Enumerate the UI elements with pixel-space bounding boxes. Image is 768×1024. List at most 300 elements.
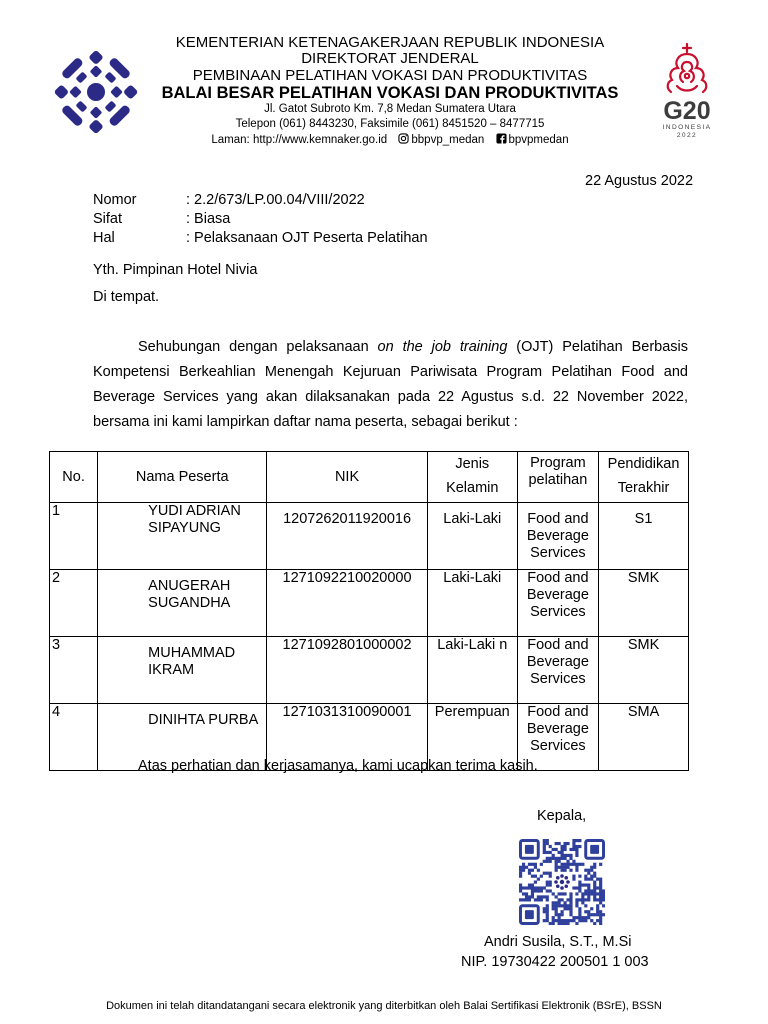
qr-module [566,863,569,866]
qr-module [575,916,578,919]
qr-module [575,851,578,854]
qr-module [561,848,564,851]
qr-module [555,863,558,866]
qr-module [558,857,561,860]
row-name: DINIHTA PURBA [98,704,267,771]
e-signature-footer: Dokumen ini telah ditandatangani secara elektronik yang diterbitkan oleh Balai Sertifikasi Elektronik (BSrE), BSSN [106,1000,662,1012]
qr-module [546,857,549,860]
row-name: ANUGERAH SUGANDHA [98,570,267,637]
qr-module [528,872,531,875]
qr-module [549,889,552,892]
qr-module [561,851,564,854]
qr-module [596,898,599,901]
qr-module [525,898,528,901]
institution-contacts [160,133,620,146]
qr-module [563,857,566,860]
header-program-line-2: pelatihan [528,472,588,488]
qr-module [572,886,575,889]
participants-table [49,451,689,771]
qr-module [546,839,549,842]
institution-address: Jl. Gatot Subroto Km. 7,8 Medan Sumatera Utara [264,103,516,115]
qr-module [587,883,590,886]
qr-module [522,898,525,901]
qr-module [528,895,531,898]
website-link[interactable]: Laman: http://www.kemnaker.go.id [211,134,388,146]
row-education: SMK [599,637,689,704]
qr-module [590,875,593,878]
qr-module [596,910,599,913]
table-header-row [50,452,689,503]
qr-module [531,892,534,895]
qr-module [519,872,522,875]
qr-module [584,916,587,919]
qr-center-logo-dot [564,876,568,880]
qr-module [575,901,578,904]
qr-module [569,901,572,904]
g20-wordmark: G20 [663,97,711,125]
qr-module [546,883,549,886]
qr-module [540,875,543,878]
qr-finder-eye [525,845,534,854]
qr-module [546,860,549,863]
qr-module [578,907,581,910]
qr-module [566,898,569,901]
row-nik: 1271031310090001 [267,704,428,771]
qr-module [528,898,531,901]
qr-module [590,919,593,922]
qr-module [531,875,534,878]
qr-module [540,889,543,892]
qr-module [590,866,593,869]
qr-module [599,916,602,919]
qr-module [522,863,525,866]
qr-module [590,869,593,872]
row-no: 1 [50,503,98,570]
qr-module [563,901,566,904]
qr-module [575,848,578,851]
qr-module [534,881,537,884]
qr-module [566,919,569,922]
signer-title: Kepala, [537,808,587,824]
table-row [50,503,689,570]
qr-module [552,857,555,860]
qr-module [572,875,575,878]
qr-module [575,892,578,895]
qr-finder-eye [590,845,599,854]
row-gender: Perempuan [427,704,517,771]
recipient-place: Di tempat. [93,289,160,305]
qr-module [602,892,605,895]
qr-module [578,839,581,842]
qr-module [522,866,525,869]
qr-module [593,875,596,878]
qr-module [581,898,584,901]
qr-module [593,922,596,925]
qr-module [555,910,558,913]
qr-module [581,919,584,922]
qr-module [593,889,596,892]
qr-module [528,883,531,886]
qr-module [587,898,590,901]
qr-module [563,848,566,851]
qr-module [584,883,587,886]
qr-module [587,889,590,892]
qr-module [546,872,549,875]
qr-module [549,845,552,848]
row-program: Food and Beverage Services [517,570,598,637]
qr-module [563,842,566,845]
qr-module [561,922,564,925]
qr-module [572,839,575,842]
header-gender-line-2: Kelamin [446,480,499,496]
qr-module [519,898,522,901]
row-education: S1 [599,503,689,570]
qr-module [587,895,590,898]
header-gender-line-1: Jenis [455,456,490,472]
qr-module [575,839,578,842]
qr-module [587,913,590,916]
qr-module [599,895,602,898]
qr-module [584,875,587,878]
qr-module [546,898,549,901]
qr-module [575,922,578,925]
qr-module [540,895,543,898]
instagram-icon [398,133,409,144]
hal-label: Hal [93,230,115,246]
qr-module [531,883,534,886]
ministry-name: KEMENTERIAN KETENAGAKERJAAN REPUBLIK INDONESIA [175,34,605,51]
qr-module [572,860,575,863]
qr-module [584,898,587,901]
qr-module [561,904,564,907]
row-education: SMK [599,570,689,637]
qr-module [558,901,561,904]
qr-module [552,907,555,910]
qr-module [593,892,596,895]
qr-module [534,886,537,889]
qr-module [543,860,546,863]
facebook-icon [496,133,507,144]
qr-module [584,889,587,892]
qr-module [596,892,599,895]
qr-center-logo-dot [564,884,568,888]
recipient: Yth. Pimpinan Hotel Nivia [93,262,258,278]
qr-module [549,857,552,860]
qr-module [563,869,566,872]
qr-module [531,869,534,872]
qr-module [534,863,537,866]
qr-module [575,904,578,907]
signer-nip: NIP. 19730422 200501 1 003 [461,954,649,970]
qr-module [593,866,596,869]
qr-module [569,904,572,907]
row-nik: 1271092801000002 [267,637,428,704]
qr-module [599,919,602,922]
qr-module [549,860,552,863]
qr-center-logo-dot [560,880,564,884]
closing-sentence: Atas perhatian dan kerjasamanya, kami ucapkan terima kasih. [138,758,538,774]
qr-module [584,869,587,872]
qr-module [546,881,549,884]
qr-module [566,922,569,925]
qr-module [543,910,546,913]
qr-module [575,845,578,848]
qr-module [575,854,578,857]
qr-module [558,842,561,845]
qr-module [563,922,566,925]
qr-module [581,916,584,919]
header-education-line-1: Pendidikan [607,456,680,472]
qr-module [566,854,569,857]
qr-module [590,889,593,892]
signature-qr-code [519,839,605,925]
institution-phone: Telepon (061) 8443230, Faksimile (061) 8451520 – 8477715 [235,118,545,130]
qr-module [569,857,572,860]
row-nik: 1207262011920016 [267,503,428,570]
qr-module [578,889,581,892]
qr-module [563,904,566,907]
qr-module [587,886,590,889]
qr-module [552,916,555,919]
qr-module [528,886,531,889]
qr-module [546,851,549,854]
qr-module [566,860,569,863]
qr-module [584,878,587,881]
qr-module [575,869,578,872]
qr-module [569,919,572,922]
qr-finder-eye [525,910,534,919]
qr-module [587,872,590,875]
qr-module [575,866,578,869]
qr-module [561,863,564,866]
qr-module [561,866,564,869]
qr-module [566,866,569,869]
qr-module [519,886,522,889]
qr-module [587,916,590,919]
qr-module [572,878,575,881]
qr-module [546,842,549,845]
hal-value: : Pelaksanaan OJT Peserta Pelatihan [186,230,428,246]
qr-module [584,919,587,922]
qr-module [546,904,549,907]
qr-module [519,889,522,892]
qr-module [569,892,572,895]
row-no: 4 [50,704,98,771]
qr-module [599,863,602,866]
qr-module [546,919,549,922]
table-row [50,637,689,704]
qr-module [587,910,590,913]
qr-module [599,913,602,916]
qr-module [558,892,561,895]
qr-module [537,878,540,881]
qr-module [546,889,549,892]
qr-module [599,910,602,913]
qr-module [555,907,558,910]
qr-module [569,898,572,901]
qr-module [590,907,593,910]
qr-module [599,878,602,881]
qr-module [561,854,564,857]
facebook-handle[interactable]: bpvpmedan [508,134,569,146]
header-education-line-2: Terakhir [617,480,670,496]
row-no: 3 [50,637,98,704]
row-program: Food and Beverage Services [517,637,598,704]
qr-module [558,919,561,922]
kemnaker-logo [44,40,148,144]
qr-module [543,848,546,851]
qr-module [543,845,546,848]
row-nik: 1271092210020000 [267,570,428,637]
qr-module [578,863,581,866]
qr-module [519,866,522,869]
qr-module [602,895,605,898]
qr-module [593,872,596,875]
g20-country: INDONESIA [662,124,712,131]
qr-module [572,848,575,851]
qr-module [590,913,593,916]
qr-module [543,919,546,922]
qr-module [534,898,537,901]
qr-module [552,919,555,922]
qr-module [555,919,558,922]
qr-module [522,892,525,895]
qr-module [569,848,572,851]
header-gender [427,452,517,503]
qr-module [537,895,540,898]
qr-module [590,892,593,895]
qr-module [558,916,561,919]
qr-module [602,889,605,892]
qr-module [555,866,558,869]
header-program [517,452,598,503]
qr-module [578,910,581,913]
qr-module [581,892,584,895]
qr-module [602,904,605,907]
qr-module [572,863,575,866]
qr-module [546,910,549,913]
qr-module [578,875,581,878]
qr-center-logo-dot [566,880,570,884]
qr-module [555,857,558,860]
nomor-value: : 2.2/673/LP.00.04/VIII/2022 [186,192,365,208]
header-education [599,452,689,503]
qr-module [599,883,602,886]
directorate-program: PEMBINAAN PELATIHAN VOKASI DAN PRODUKTIVITAS [192,67,588,84]
qr-module [584,892,587,895]
header-nik: NIK [267,452,428,503]
header-no: No. [50,452,98,503]
qr-module [596,886,599,889]
body-line-2: Kompetensi Berkeahlian Menengah Kejuruan Pariwisata Program Pelatihan Food and [93,364,688,380]
qr-module [561,845,564,848]
qr-module [543,895,546,898]
qr-module [537,889,540,892]
qr-module [555,848,558,851]
qr-module [528,863,531,866]
qr-module [578,886,581,889]
qr-module [552,854,555,857]
qr-module [531,886,534,889]
qr-module [537,886,540,889]
qr-module [552,904,555,907]
qr-center-logo-dot [556,884,560,888]
qr-module [561,898,564,901]
qr-module [519,883,522,886]
qr-module [581,901,584,904]
qr-module [593,883,596,886]
qr-module [581,863,584,866]
qr-module [599,892,602,895]
qr-module [596,878,599,881]
qr-module [531,889,534,892]
qr-module [593,913,596,916]
qr-module [558,922,561,925]
qr-module [563,892,566,895]
qr-module [549,922,552,925]
row-gender: Laki-Laki [427,503,517,570]
qr-module [593,898,596,901]
qr-module [555,895,558,898]
qr-module [572,916,575,919]
qr-module [596,919,599,922]
qr-module [540,863,543,866]
qr-module [569,869,572,872]
qr-module [525,895,528,898]
qr-module [519,869,522,872]
qr-module [602,898,605,901]
qr-module [552,892,555,895]
qr-module [578,883,581,886]
body-italic-term: on the job training [377,339,508,355]
sifat-label: Sifat [93,211,123,227]
qr-module [558,898,561,901]
qr-module [549,851,552,854]
row-name: MUHAMMAD IKRAM [98,637,267,704]
qr-module [543,886,546,889]
qr-module [561,892,564,895]
qr-module [558,904,561,907]
qr-module [569,913,572,916]
letter-date: 22 Agustus 2022 [585,173,694,189]
qr-module [543,907,546,910]
qr-module [546,916,549,919]
qr-module [561,857,564,860]
body-line-3: Beverage Services yang akan dilaksanakan pada 22 Agustus s.d. 22 November 2022, [93,389,688,405]
body-line-1: Sehubungan dengan pelaksanaan on the job training (OJT) Pelatihan Berbasis [138,339,688,355]
qr-module [587,892,590,895]
qr-module [540,886,543,889]
qr-module [552,922,555,925]
g20-logo [650,40,724,140]
qr-module [569,907,572,910]
qr-module [525,886,528,889]
sifat-value: : Biasa [186,211,231,227]
qr-center-logo-dot [560,886,564,890]
qr-module [543,839,546,842]
qr-module [572,919,575,922]
qr-module [599,898,602,901]
table-row [50,570,689,637]
qr-module [561,869,564,872]
qr-module [528,869,531,872]
qr-module [561,913,564,916]
qr-module [537,869,540,872]
qr-module [552,848,555,851]
qr-module [569,910,572,913]
instagram-handle[interactable]: bbpvp_medan [411,134,485,146]
qr-module [569,854,572,857]
